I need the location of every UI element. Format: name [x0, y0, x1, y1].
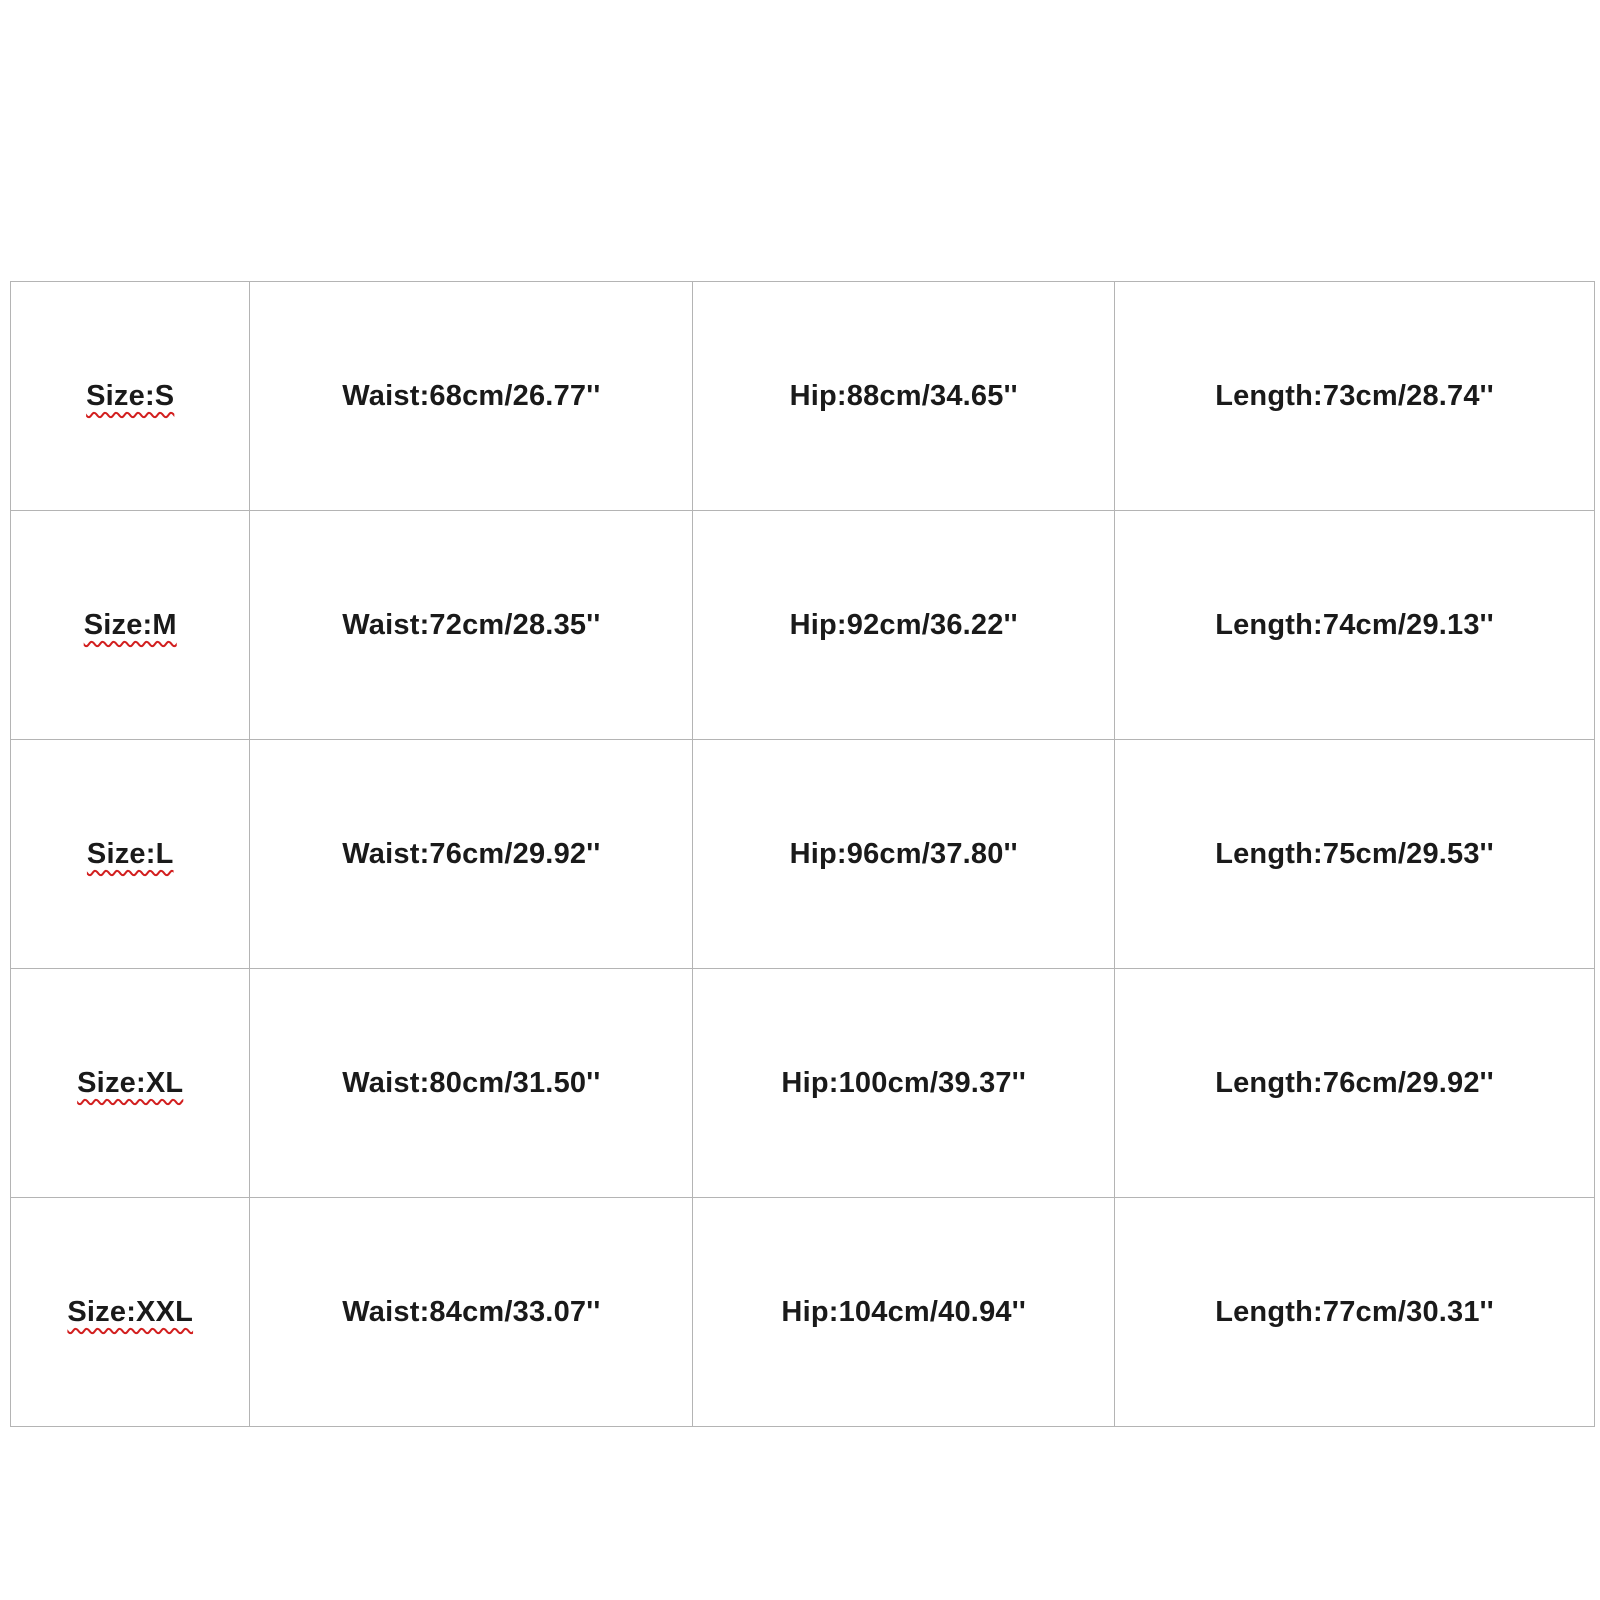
size-cell	[11, 282, 250, 511]
length-cell: Length:76cm/29.92''	[1115, 969, 1595, 1198]
hip-cell: Hip:104cm/40.94''	[693, 1198, 1115, 1427]
size-label: Size:S	[86, 379, 175, 412]
table-row	[11, 1198, 1595, 1427]
waist-cell: Waist:84cm/33.07''	[250, 1198, 693, 1427]
size-cell	[11, 1198, 250, 1427]
size-label: Size:XL	[77, 1066, 184, 1099]
table-row	[11, 740, 1595, 969]
size-cell	[11, 511, 250, 740]
waist-cell: Waist:80cm/31.50''	[250, 969, 693, 1198]
hip-cell: Hip:96cm/37.80''	[693, 740, 1115, 969]
length-cell: Length:73cm/28.74''	[1115, 282, 1595, 511]
size-cell	[11, 740, 250, 969]
size-label: Size:M	[83, 608, 177, 641]
hip-cell: Hip:88cm/34.65''	[693, 282, 1115, 511]
waist-cell: Waist:76cm/29.92''	[250, 740, 693, 969]
table-row	[11, 511, 1595, 740]
table-row	[11, 969, 1595, 1198]
length-cell: Length:74cm/29.13''	[1115, 511, 1595, 740]
hip-cell: Hip:92cm/36.22''	[693, 511, 1115, 740]
waist-cell: Waist:72cm/28.35''	[250, 511, 693, 740]
size-label: Size:L	[86, 837, 174, 870]
size-chart-table	[10, 281, 1595, 1427]
size-cell	[11, 969, 250, 1198]
length-cell: Length:75cm/29.53''	[1115, 740, 1595, 969]
hip-cell: Hip:100cm/39.37''	[693, 969, 1115, 1198]
waist-cell: Waist:68cm/26.77''	[250, 282, 693, 511]
table-row	[11, 282, 1595, 511]
size-label: Size:XXL	[67, 1295, 194, 1328]
length-cell: Length:77cm/30.31''	[1115, 1198, 1595, 1427]
